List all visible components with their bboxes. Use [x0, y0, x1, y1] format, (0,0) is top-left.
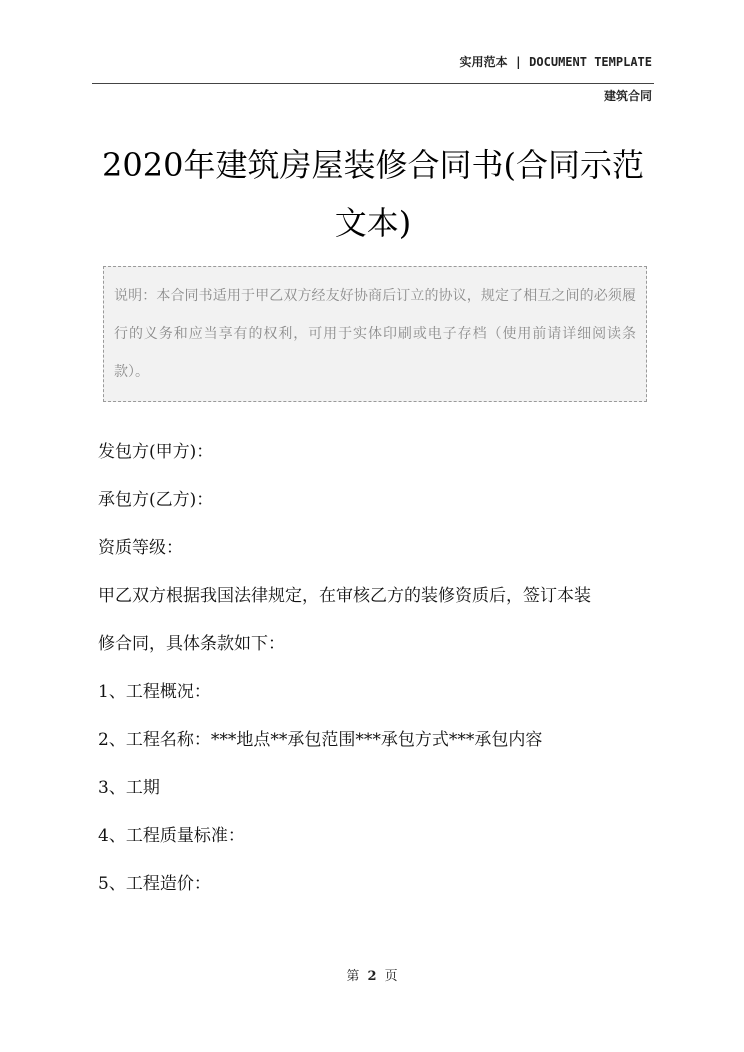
qualification-line: 资质等级： [98, 538, 183, 558]
header-category: 建筑合同 [603, 89, 652, 103]
party-b-line: 承包方(乙方)： [98, 490, 214, 510]
clause-3-line: 3、工期 [98, 778, 160, 798]
clause-2-line: 2、工程名称：***地点**承包范围***承包方式***承包内容 [98, 730, 543, 750]
document-title: 2020年建筑房屋装修合同书(合同示范文本) [102, 146, 644, 242]
page-number-value: 2 [367, 969, 377, 984]
header-divider [92, 83, 654, 84]
page-number-suffix: 页 [384, 969, 398, 984]
clause-4-line: 4、工程质量标准： [98, 826, 245, 846]
instruction-note-box: 说明：本合同书适用于甲乙双方经友好协商后订立的协议，规定了相互之间的必须履行的义务和应当享有的权利，可用于实体印刷或电子存档（使用前请详细阅读条款）。 [103, 266, 647, 402]
clause-5-line: 5、工程造价： [98, 874, 211, 894]
preamble-line-2: 修合同，具体条款如下： [98, 634, 285, 654]
page-number-prefix: 第 [346, 969, 360, 984]
clause-1-line: 1、工程概况： [98, 682, 211, 702]
header-brand: 实用范本 | DOCUMENT TEMPLATE [459, 55, 652, 69]
page-number [0, 965, 744, 984]
party-a-line: 发包方(甲方)： [98, 442, 214, 462]
contract-body [98, 428, 658, 908]
preamble-line-1: 甲乙双方根据我国法律规定，在审核乙方的装修资质后，签订本装 [98, 586, 591, 606]
